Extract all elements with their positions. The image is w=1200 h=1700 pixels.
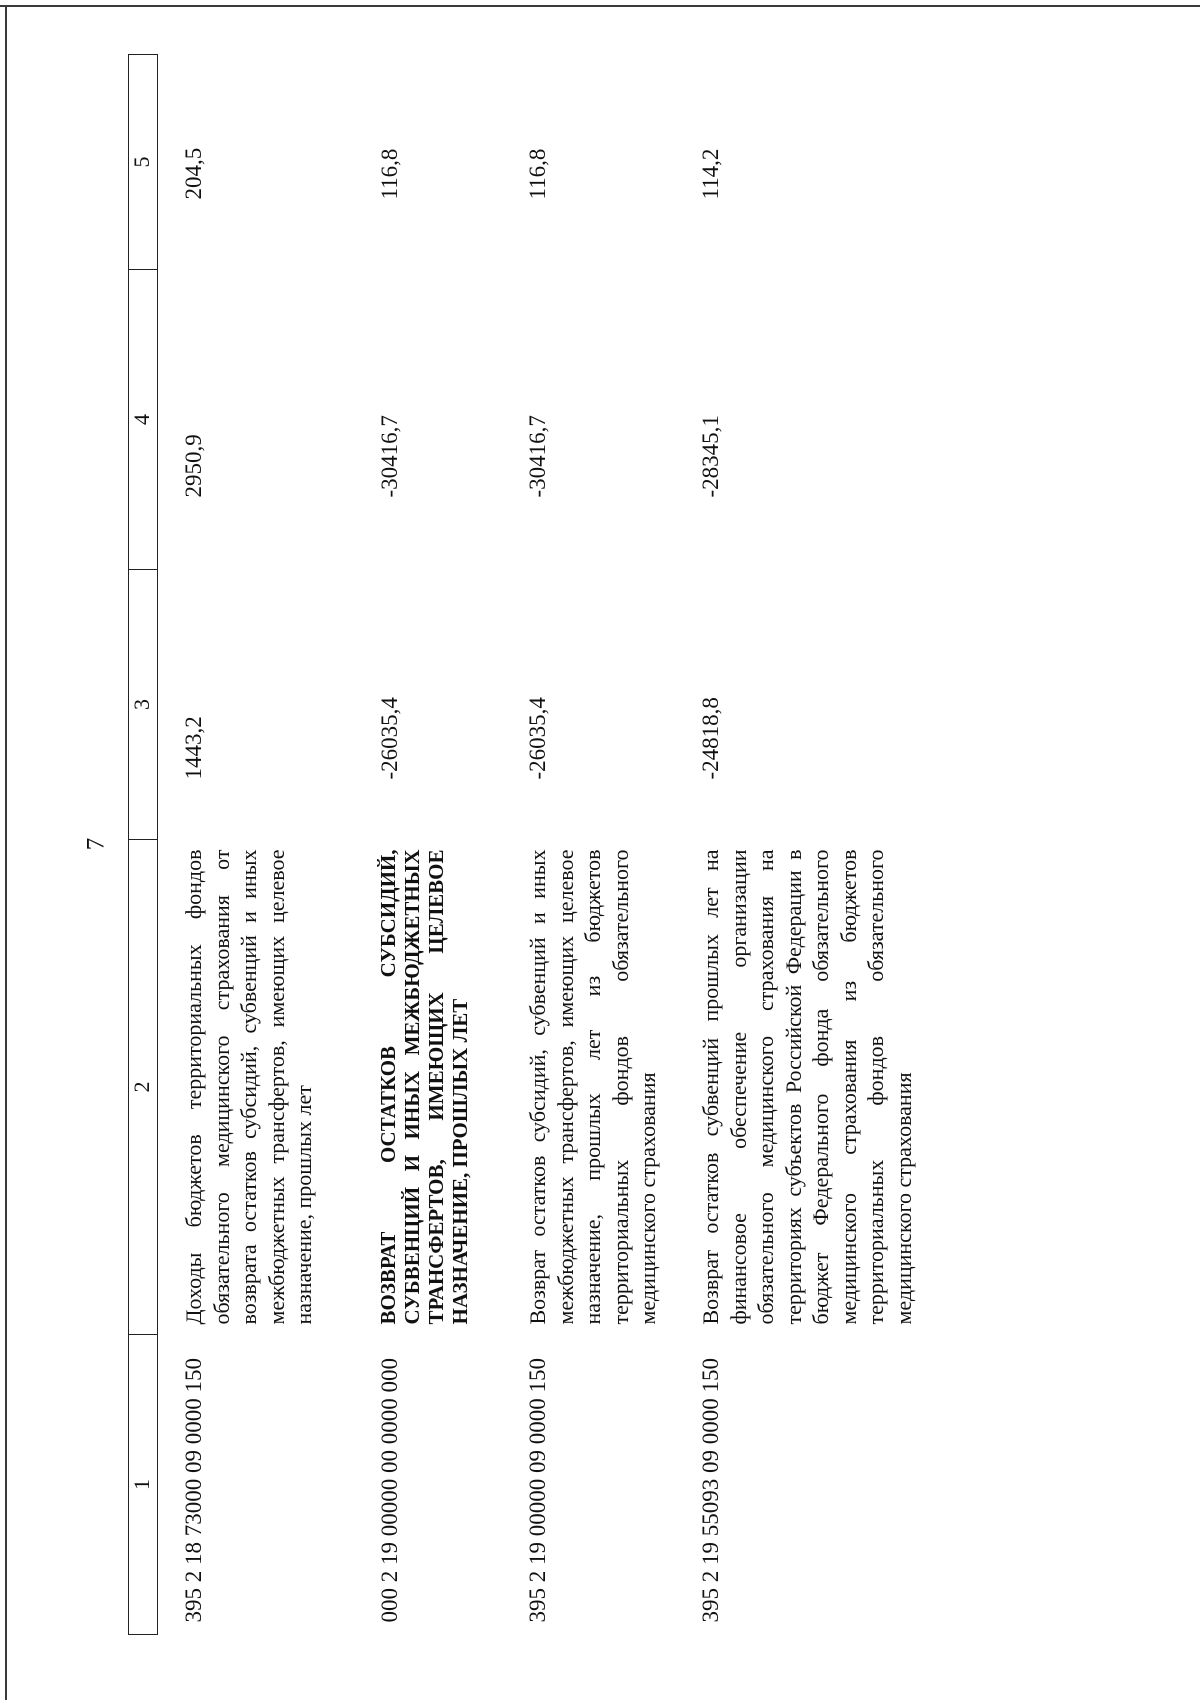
row-value-col3: 1443,2: [181, 716, 206, 780]
table-row: [675, 55, 963, 1635]
row-value-col4: -28345,1: [698, 415, 723, 498]
header-col-4: 4: [129, 270, 158, 570]
revenue-table: [128, 54, 963, 1635]
row-value-col4: -30416,7: [525, 415, 550, 498]
table-row: [502, 55, 675, 1635]
scan-border-top: [0, 5, 1200, 7]
row-value-col5: 116,8: [525, 148, 550, 200]
row-value-col4: -30416,7: [377, 415, 402, 498]
row-description: Доходы бюджетов территориальных фондов обязательного медицинского страхования от возврата остатков субсидий, субвенций и иных межбюджетных трансфертов, имеющих целевое назначение, прошлых лет: [181, 849, 316, 1325]
row-value-col5: 114,2: [698, 148, 723, 200]
table-row: [354, 55, 502, 1635]
header-col-5: 5: [129, 55, 158, 270]
row-value-col3: -24818,8: [698, 697, 723, 780]
row-description: Возврат остатков субвенций прошлых лет на финансовое обеспечение организации обязательного медицинского страхования на территориях субъектов Российской Федерации в бюджет Федерального фонда обязательного медицинского страхования из бюджетов территориальных фондов обязательного медицинского страхования: [698, 849, 916, 1325]
header-col-1: 1: [129, 1335, 158, 1635]
table-row: [158, 55, 355, 1635]
row-value-col4: 2950,9: [181, 434, 206, 498]
row-description: Возврат остатков субсидий, субвенций и иных межбюджетных трансфертов, имеющих целевое назначение, прошлых лет из бюджетов территориальных фондов обязательного медицинского страхования: [525, 849, 660, 1325]
page-number: 7: [82, 837, 110, 851]
row-value-col3: -26035,4: [377, 697, 402, 780]
scan-border-left: [5, 5, 7, 1700]
header-col-3: 3: [129, 570, 158, 840]
row-value-col5: 116,8: [377, 148, 402, 200]
header-row: [129, 55, 158, 1635]
row-code: 395 2 19 00000 09 0000 150: [525, 1358, 550, 1623]
row-value-col5: 204,5: [181, 147, 206, 200]
row-code: 000 2 19 00000 00 0000 000: [377, 1358, 402, 1623]
row-value-col3: -26035,4: [525, 697, 550, 780]
header-col-2: 2: [129, 840, 158, 1335]
row-code: 395 2 19 55093 09 0000 150: [698, 1358, 723, 1623]
row-description: ВОЗВРАТ ОСТАТКОВ СУБСИДИЙ, СУБВЕНЦИЙ И ИНЫХ МЕЖБЮДЖЕТНЫХ ТРАНСФЕРТОВ, ИМЕЮЩИХ ЦЕЛЕВОЕ НАЗНАЧЕНИЕ, ПРОШЛЫХ ЛЕТ: [376, 849, 473, 1325]
rotated-table-container: [128, 55, 1168, 1635]
row-code: 395 2 18 73000 09 0000 150: [181, 1358, 206, 1623]
